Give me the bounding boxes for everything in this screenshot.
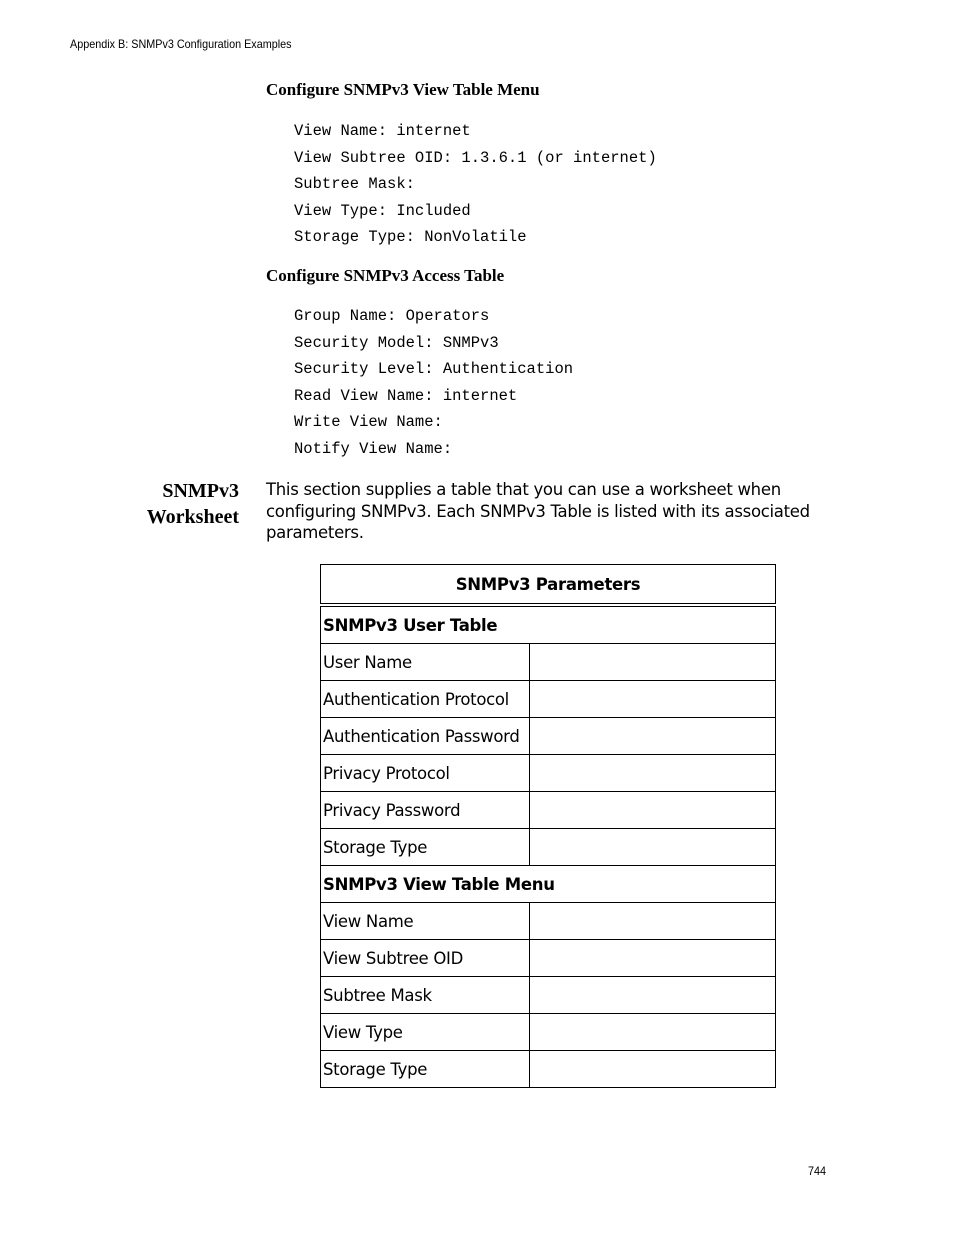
parameter-value-cell xyxy=(530,755,776,792)
table-row xyxy=(321,681,776,718)
table-title: SNMPv3 Parameters xyxy=(321,565,776,606)
snmpv3-worksheet-table xyxy=(320,564,776,1088)
parameter-label: User Name xyxy=(321,644,530,681)
config-line: Read View Name: internet xyxy=(294,386,518,405)
config-line: Security Level: Authentication xyxy=(294,360,574,378)
table-row xyxy=(321,940,776,977)
table-row xyxy=(321,1051,776,1088)
parameter-label: Storage Type xyxy=(321,1051,530,1088)
parameter-label: View Type xyxy=(321,1014,530,1051)
parameter-label: Authentication Protocol xyxy=(321,681,530,718)
table-row xyxy=(321,718,776,755)
table-row xyxy=(321,977,776,1014)
section-row xyxy=(321,605,776,644)
parameter-label: Privacy Password xyxy=(321,792,530,829)
parameter-value-cell xyxy=(530,977,776,1014)
side-heading-line: SNMPv3 xyxy=(162,480,239,502)
config-line: Storage Type: NonVolatile xyxy=(294,228,527,246)
parameter-value-cell xyxy=(530,903,776,940)
table-title-row xyxy=(321,565,776,606)
access-table-heading: Configure SNMPv3 Access Table xyxy=(266,266,505,285)
parameter-label: View Subtree OID xyxy=(321,940,530,977)
page-number: 744 xyxy=(808,1164,827,1178)
table-row xyxy=(321,829,776,866)
config-line: Security Model: SNMPv3 xyxy=(294,333,499,352)
parameter-value-cell xyxy=(530,1051,776,1088)
access-table-config-block xyxy=(294,303,573,462)
view-table-config-block xyxy=(294,118,657,251)
worksheet-side-heading xyxy=(130,478,239,530)
parameter-value-cell xyxy=(530,644,776,681)
parameter-label: Subtree Mask xyxy=(321,977,530,1014)
parameter-label: Authentication Password xyxy=(321,718,530,755)
view-table-menu-heading: SNMPv3 View Table Menu xyxy=(321,866,776,903)
parameter-value-cell xyxy=(530,829,776,866)
table-row xyxy=(321,755,776,792)
parameter-value-cell xyxy=(530,718,776,755)
parameter-value-cell xyxy=(530,792,776,829)
section-row xyxy=(321,866,776,903)
user-table-heading: SNMPv3 User Table xyxy=(321,605,776,644)
config-line: Subtree Mask: xyxy=(294,175,415,193)
parameter-label: Privacy Protocol xyxy=(321,755,530,792)
config-line: View Name: internet xyxy=(294,122,471,140)
table-row xyxy=(321,1014,776,1051)
parameter-label: View Name xyxy=(321,903,530,940)
parameter-value-cell xyxy=(530,940,776,977)
config-line: Notify View Name: xyxy=(294,439,453,458)
running-header: Appendix B: SNMPv3 Configuration Examples xyxy=(70,37,292,51)
parameter-value-cell xyxy=(530,681,776,718)
worksheet-intro: This section supplies a table that you can use a worksheet when configuring SNMPv3. Each SNMPv3 Table is listed with its associated parameters. xyxy=(266,480,810,542)
config-line: View Subtree OID: 1.3.6.1 (or internet) xyxy=(294,148,657,167)
table-row xyxy=(321,792,776,829)
config-line: Write View Name: xyxy=(294,413,443,431)
view-table-heading: Configure SNMPv3 View Table Menu xyxy=(266,80,540,99)
table-row xyxy=(321,644,776,681)
parameter-label: Storage Type xyxy=(321,829,530,866)
parameter-value-cell xyxy=(530,1014,776,1051)
config-line: View Type: Included xyxy=(294,201,471,220)
side-heading-line: Worksheet xyxy=(146,506,239,528)
config-line: Group Name: Operators xyxy=(294,307,490,325)
table-row xyxy=(321,903,776,940)
